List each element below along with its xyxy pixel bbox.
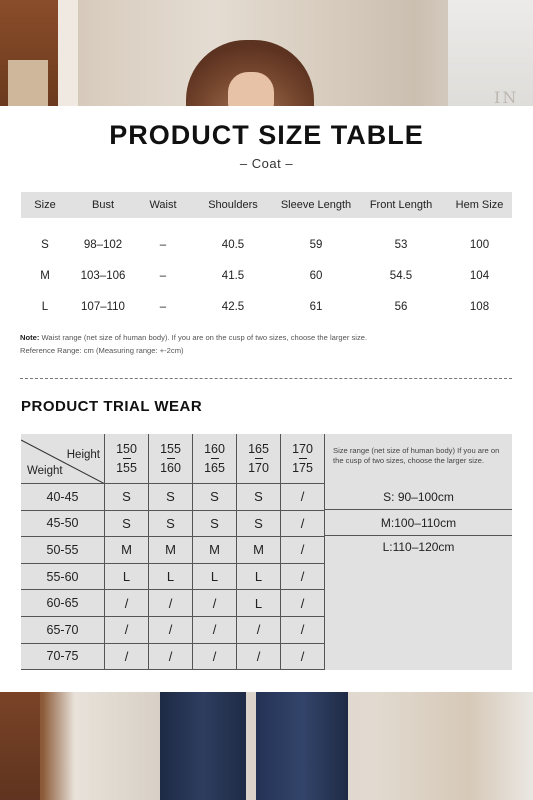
table-cell: 40.5	[221, 239, 245, 251]
weight-row-label: 70-75	[21, 644, 105, 671]
note-label: Note:	[20, 333, 40, 342]
weight-label: Weight	[27, 465, 63, 477]
height-separator	[299, 458, 307, 459]
height-col-header	[193, 434, 237, 484]
section-divider	[20, 378, 512, 379]
table-cell: 54.5	[389, 270, 413, 282]
size-row-m	[21, 266, 512, 286]
height-separator	[211, 458, 219, 459]
table-cell: 104	[469, 270, 490, 282]
table-cell: 98–102	[83, 239, 123, 251]
size-recommendation-cell: /	[281, 484, 325, 511]
table-cell: 61	[309, 301, 323, 313]
trial-wear-table	[21, 434, 512, 670]
table-cell: L	[41, 301, 49, 313]
page-title: PRODUCT SIZE TABLE	[109, 120, 424, 150]
size-recommendation-cell: /	[105, 617, 149, 644]
reference-range-note: Reference Range: cm (Measuring range: +-2cm)	[20, 346, 184, 355]
height-to: 170	[248, 461, 269, 475]
height-from: 165	[248, 441, 269, 456]
size-recommendation-cell: /	[149, 617, 193, 644]
size-recommendation-cell: /	[149, 644, 193, 671]
range-l: L:110–120cm	[382, 540, 455, 554]
height-from: 150	[116, 441, 137, 456]
size-recommendation-cell: M	[105, 537, 149, 564]
size-row-s	[21, 235, 512, 255]
table-cell: 42.5	[221, 301, 245, 313]
table-cell: 103–106	[80, 270, 126, 282]
height-from: 155	[160, 441, 181, 456]
size-row-l	[21, 297, 512, 317]
weight-row-label: 65-70	[21, 617, 105, 644]
height-separator	[123, 458, 131, 459]
size-recommendation-cell: /	[281, 590, 325, 617]
size-recommendation-cell: L	[193, 564, 237, 591]
model-photo-top: IN	[0, 0, 533, 106]
size-recommendation-cell: /	[237, 644, 281, 671]
weight-row-label: 60-65	[21, 590, 105, 617]
table-cell: 53	[394, 239, 408, 251]
col-header-front-length: Front Length	[369, 199, 433, 211]
range-s: S: 90–100cm	[325, 484, 512, 510]
table-cell: 60	[309, 270, 323, 282]
table-cell: 100	[469, 239, 490, 251]
table-cell: S	[41, 239, 49, 251]
size-recommendation-cell: L	[237, 564, 281, 591]
size-note	[20, 333, 520, 342]
size-recommendation-cell: /	[193, 590, 237, 617]
size-recommendation-cell: S	[237, 511, 281, 538]
table-cell: –	[159, 270, 167, 282]
weight-row-label: 50-55	[21, 537, 105, 564]
note-text: Waist range (net size of human body). If you are on the cusp of two sizes, choose the larger size.	[41, 333, 368, 342]
size-recommendation-cell: S	[105, 484, 149, 511]
size-recommendation-cell: /	[281, 537, 325, 564]
col-header-size: Size	[34, 199, 56, 211]
col-header-waist: Waist	[149, 199, 177, 211]
table-cell: 59	[309, 239, 323, 251]
size-recommendation-cell: /	[281, 564, 325, 591]
weight-row-label: 55-60	[21, 564, 105, 591]
height-col-header	[281, 434, 325, 484]
height-to: 175	[292, 461, 313, 475]
height-col-header	[237, 434, 281, 484]
weight-row-label: 45-50	[21, 511, 105, 538]
col-header-sleeve-length: Sleeve Length	[280, 199, 352, 211]
col-header-shoulders: Shoulders	[208, 199, 258, 211]
size-recommendation-cell: S	[149, 511, 193, 538]
table-cell: 41.5	[221, 270, 245, 282]
col-header-bust: Bust	[91, 199, 114, 211]
size-table-header	[21, 192, 512, 218]
size-recommendation-cell: M	[193, 537, 237, 564]
height-to: 165	[204, 461, 225, 475]
size-recommendation-cell: /	[281, 617, 325, 644]
size-recommendation-cell: L	[105, 564, 149, 591]
height-separator	[167, 458, 175, 459]
page-subtitle: – Coat –	[239, 156, 294, 171]
size-range-panel	[325, 434, 512, 670]
size-recommendation-cell: /	[105, 644, 149, 671]
height-col-header	[149, 434, 193, 484]
size-recommendation-cell: M	[237, 537, 281, 564]
size-recommendation-cell: S	[237, 484, 281, 511]
height-from: 160	[204, 441, 225, 456]
table-cell: –	[159, 239, 167, 251]
height-separator	[255, 458, 263, 459]
height-to: 160	[160, 461, 181, 475]
table-cell: 108	[469, 301, 490, 313]
model-photo-bottom	[0, 692, 533, 800]
size-recommendation-cell: /	[281, 511, 325, 538]
size-recommendation-cell: /	[237, 617, 281, 644]
size-recommendation-cell: /	[105, 590, 149, 617]
weight-row-label: 40-45	[21, 484, 105, 511]
size-recommendation-cell: /	[149, 590, 193, 617]
table-cell: 107–110	[81, 301, 125, 313]
size-recommendation-cell: L	[237, 590, 281, 617]
table-cell: –	[159, 301, 167, 313]
corner-cell	[21, 434, 105, 484]
height-from: 170	[292, 441, 313, 456]
table-cell: 56	[394, 301, 408, 313]
size-recommendation-cell: M	[149, 537, 193, 564]
height-col-header	[105, 434, 149, 484]
size-recommendation-cell: S	[105, 511, 149, 538]
size-recommendation-cell: L	[149, 564, 193, 591]
col-header-hem-size: Hem Size	[455, 199, 504, 211]
table-cell: M	[40, 270, 50, 282]
size-recommendation-cell: S	[149, 484, 193, 511]
size-recommendation-cell: /	[193, 644, 237, 671]
size-range-note: Size range (net size of human body) If you are on the cusp of two sizes, choose the larger size.	[333, 446, 500, 465]
height-label: Height	[66, 449, 100, 461]
size-recommendation-cell: /	[193, 617, 237, 644]
size-recommendation-cell: /	[281, 644, 325, 671]
size-recommendation-cell: S	[193, 484, 237, 511]
height-to: 155	[116, 461, 137, 475]
size-recommendation-cell: S	[193, 511, 237, 538]
range-m: M:100–110cm	[325, 510, 512, 536]
trial-wear-title: PRODUCT TRIAL WEAR	[21, 398, 203, 415]
